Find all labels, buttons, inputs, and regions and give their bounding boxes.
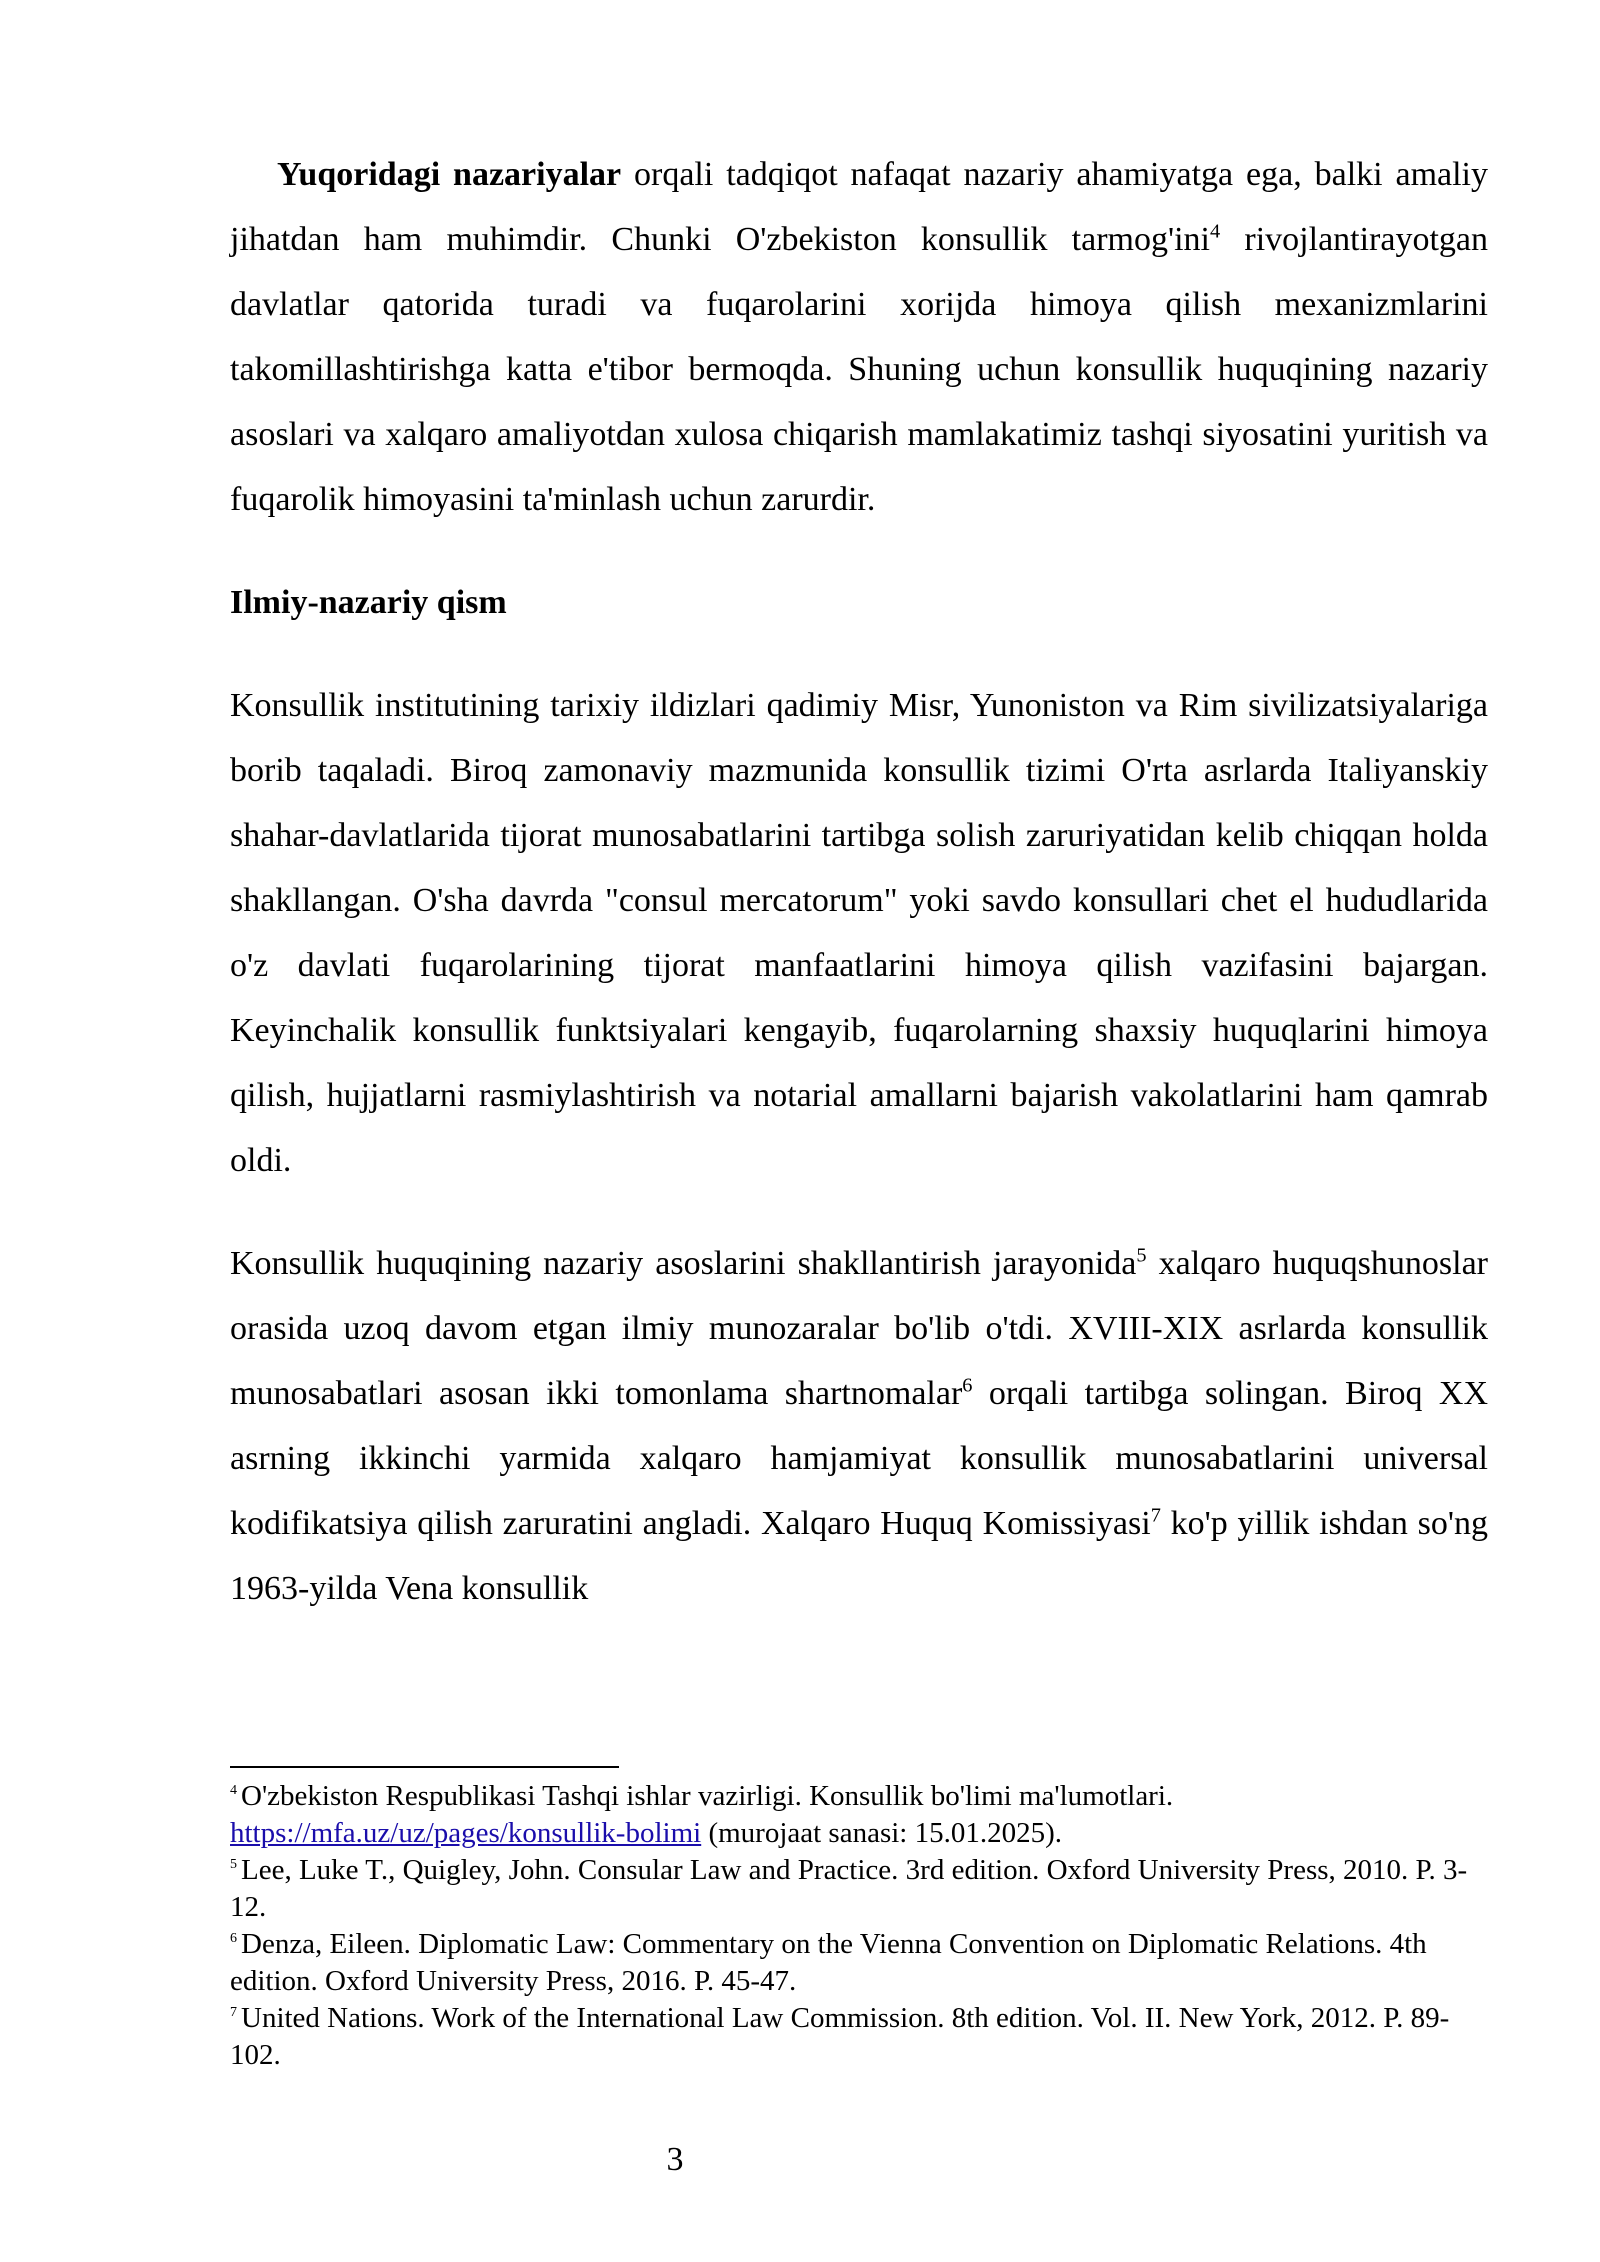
footnote-4	[230, 1778, 1488, 1852]
footnote-ref-7[interactable]: 7	[1150, 1504, 1161, 1527]
paragraph-1-text-b: rivojlantirayotgan davlatlar qatorida turadi va fuqarolarini xorijda himoya qilish mexanizmlarini takomillashtirishga katta e'tibor bermoqda. Shuning uchun konsullik huquqining nazariy asoslari va xalqaro amaliyotdan xulosa chiqarish mamlakatimiz tashqi siyosatini yuritish va fuqarolik himoyasini ta'minlash uchun zarurdir.	[230, 221, 1488, 518]
footnote-separator	[230, 1766, 619, 1768]
footnotes	[230, 1778, 1488, 2074]
paragraph-1-text-a: orqali tadqiqot nafaqat nazariy ahamiyatga ega, balki amaliy jihatdan ham muhimdir. Chunki O'zbekiston konsullik tarmog'ini	[230, 156, 1488, 258]
paragraph-3-text-b: xalqaro huquqshunoslar orasida uzoq davom etgan ilmiy munozaralar bo'lib o'tdi. XVIII-XIX asrlarda konsullik munosabatlari asosan ikki tomonlama shartnomalar	[230, 1245, 1488, 1412]
footnote-ref-6[interactable]: 6	[962, 1374, 973, 1397]
paragraph-1	[230, 142, 1488, 532]
section-heading: Ilmiy-nazariy qism	[230, 584, 507, 621]
footnote-mark: 6	[230, 1931, 237, 1947]
footnote-text: Lee, Luke T., Quigley, John. Consular Law and Practice. 3rd edition. Oxford University Press, 2010. P. 3-12.	[230, 1854, 1468, 1923]
footnote-text: United Nations. Work of the International Law Commission. 8th edition. Vol. II. New York, 2012. P. 89-102.	[230, 2002, 1450, 2071]
paragraph-3-text-d: ko'p yillik ishdan so'ng 1963-yilda Vena konsullik	[230, 1505, 1488, 1607]
footnote-mark: 4	[230, 1783, 237, 1799]
footnote-ref-4[interactable]: 4	[1210, 220, 1221, 243]
paragraph-3-text-c: orqali tartibga solingan. Biroq XX asrning ikkinchi yarmida xalqaro hamjamiyat konsullik munosabatlarini universal kodifikatsiya qilish zaruratini angladi. Xalqaro Huquq Komissiyasi	[230, 1375, 1488, 1542]
footnote-7	[230, 2000, 1488, 2074]
paragraph-3	[230, 1231, 1488, 1621]
footnote-text: O'zbekiston Respublikasi Tashqi ishlar vazirligi. Konsullik bo'limi ma'lumotlari.	[241, 1780, 1174, 1812]
footnote-access-date: (murojaat sanasi: 15.01.2025).	[701, 1817, 1063, 1849]
footnote-ref-5[interactable]: 5	[1136, 1244, 1147, 1267]
footnote-mark: 7	[230, 2005, 237, 2021]
footnote-link[interactable]: https://mfa.uz/uz/pages/konsullik-bolimi	[230, 1817, 702, 1849]
bold-lead: Yuqoridagi nazariyalar	[277, 156, 622, 193]
main-text	[230, 142, 1488, 1621]
footnote-6	[230, 1926, 1488, 2000]
footnote-mark: 5	[230, 1857, 237, 1873]
footnote-text: Denza, Eileen. Diplomatic Law: Commentary on the Vienna Convention on Diplomatic Relations. 4th edition. Oxford University Press, 2016. P. 45-47.	[230, 1928, 1427, 1997]
paragraph-3-text-a: Konsullik huquqining nazariy asoslarini shakllantirish jarayonida	[230, 1245, 1137, 1282]
footnote-5	[230, 1852, 1488, 1926]
paragraph-2: Konsullik institutining tarixiy ildizlari qadimiy Misr, Yunoniston va Rim sivilizatsiyalariga borib taqaladi. Biroq zamonaviy mazmunida konsullik tizimi O'rta asrlarda Italiyanskiy shahar-davlatlarida tijorat munosabatlarini tartibga solish zaruriyatidan kelib chiqqan holda shakllangan. O'sha davrda "consul mercatorum" yoki savdo konsullari chet el hududlarida o'z davlati fuqarolarining tijorat manfaatlarini himoya qilish vazifasini bajargan. Keyinchalik konsullik funktsiyalari kengayib, fuqarolarning shaxsiy huquqlarini himoya qilish, hujjatlarni rasmiylashtirish va notarial amallarni bajarish vakolatlarini ham qamrab oldi.	[230, 687, 1488, 1179]
page-number: 3	[666, 2141, 684, 2178]
